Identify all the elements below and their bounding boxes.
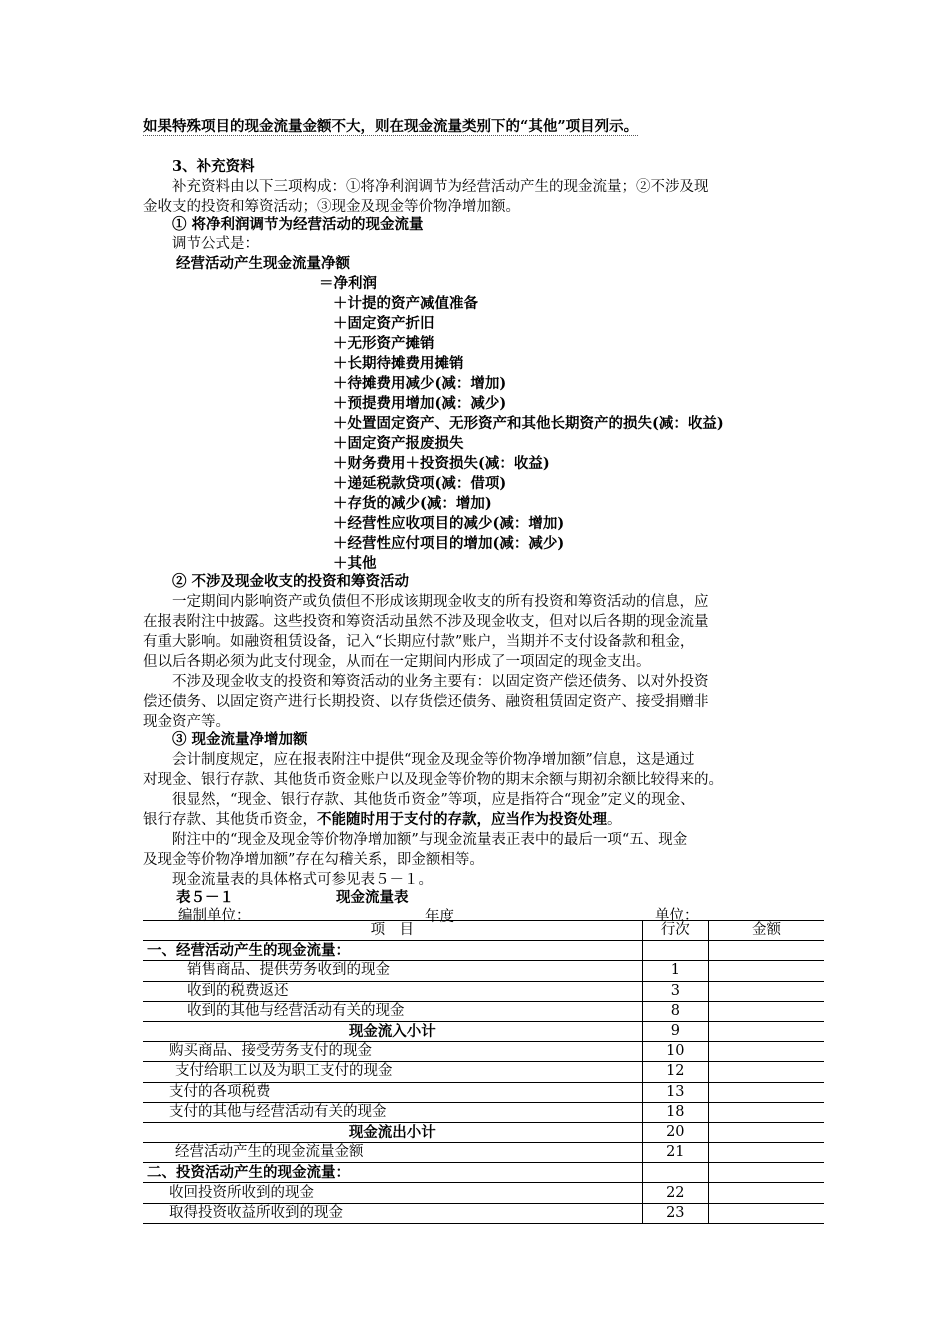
intro-line-text: 如果特殊项目的现金流量金额不大，则在现金流量类别下的“其他”项目列示。 — [143, 118, 639, 135]
formula-item: ＋处置固定资产、无形资产和其他长期资产的损失(减：收益) — [333, 415, 724, 432]
table-row — [143, 961, 824, 981]
row-line: 9 — [642, 1021, 708, 1041]
header-amount: 金额 — [708, 921, 824, 941]
row-amount — [708, 1122, 824, 1142]
sub2-title: ② 不涉及现金收支的投资和筹资活动 — [172, 573, 410, 590]
row-item: 购买商品、接受劳务支付的现金 — [143, 1042, 642, 1062]
row-amount — [708, 1163, 824, 1183]
formula-item: ＋存货的减少(减：增加) — [333, 495, 492, 512]
table-row — [143, 1082, 824, 1102]
section3-title: 3、补充资料 — [172, 158, 255, 175]
sub2-p1-line1: 一定期间内影响资产或负债但不形成该期现金收支的所有投资和筹资活动的信息，应 — [172, 594, 709, 610]
row-line: 13 — [642, 1082, 708, 1102]
formula-item: ＋其他 — [333, 555, 377, 572]
row-line — [642, 1163, 708, 1183]
sub2-p1-line3: 有重大影响。如融资租赁设备，记入“长期应付款”账户，当期并不支付设备款和租金， — [143, 634, 695, 650]
table-row — [143, 1163, 824, 1183]
row-amount — [708, 1001, 824, 1021]
row-item: 收到的其他与经营活动有关的现金 — [143, 1001, 642, 1021]
formula-item: ＋经营性应付项目的增加(减：减少) — [333, 535, 565, 552]
formula-item: ＋长期待摊费用摊销 — [333, 355, 464, 372]
row-item: 二、投资活动产生的现金流量： — [143, 1163, 642, 1183]
formula-item: ＋无形资产摊销 — [333, 335, 435, 352]
year-label: 年度 — [425, 909, 454, 925]
formula-item: ＋固定资产报废损失 — [333, 435, 464, 452]
table-row — [143, 1203, 824, 1223]
unit-label: 编制单位： — [178, 908, 251, 924]
row-item: 收到的税费返还 — [143, 981, 642, 1001]
row-amount — [708, 1102, 824, 1122]
sub3-p2-end: 。 — [607, 812, 622, 828]
row-amount — [708, 941, 824, 961]
table-row — [143, 1143, 824, 1163]
sub3-p1-line2: 对现金、银行存款、其他货币资金账户以及现金等价物的期末余额与期初余额比较得来的。 — [143, 772, 723, 788]
row-amount — [708, 1062, 824, 1082]
row-amount — [708, 1203, 824, 1223]
sub2-p1-line4: 但以后各期必须为此支付现金，从而在一定期间内形成了一项固定的现金支出。 — [143, 654, 651, 670]
currency-label: 单位： — [655, 908, 699, 924]
sub3-p2-line2 — [143, 810, 622, 830]
formula-eq: ＝净利润 — [319, 275, 377, 292]
sub3-p2-normal: 银行存款、其他货币资金， — [143, 812, 317, 828]
row-line: 1 — [642, 961, 708, 981]
formula-item: ＋计提的资产减值准备 — [333, 295, 478, 312]
table-row — [143, 1001, 824, 1021]
year-blank — [389, 906, 425, 921]
table-title: 现金流量表 — [336, 889, 409, 906]
formula-label: 调节公式是： — [172, 236, 259, 252]
row-item: 现金流出小计 — [143, 1122, 642, 1142]
row-amount — [708, 1143, 824, 1163]
formula-item: ＋待摊费用减少(减：增加) — [333, 375, 507, 392]
row-item: 取得投资收益所收到的现金 — [143, 1203, 642, 1223]
row-item: 一、经营活动产生的现金流量： — [143, 941, 642, 961]
sub2-p2-line2: 偿还债务、以固定资产进行长期投资、以存货偿还债务、融资租赁固定资产、接受捐赠非 — [143, 694, 709, 710]
row-item: 现金流入小计 — [143, 1021, 642, 1041]
row-item: 经营活动产生的现金流量金额 — [143, 1143, 642, 1163]
sub2-p1-line2: 在报表附注中披露。这些投资和筹资活动虽然不涉及现金收支，但对以后各期的现金流量 — [143, 614, 709, 630]
table-row — [143, 1062, 824, 1082]
row-item: 收回投资所收到的现金 — [143, 1183, 642, 1203]
table-row — [143, 981, 824, 1001]
sub3-title: ③ 现金流量净增加额 — [172, 731, 308, 748]
formula-head: 经营活动产生现金流量净额 — [176, 255, 350, 272]
row-line: 10 — [642, 1042, 708, 1062]
formula-item: ＋递延税款贷项(减：借项) — [333, 475, 507, 492]
row-amount — [708, 981, 824, 1001]
row-amount — [708, 1183, 824, 1203]
row-line: 20 — [642, 1122, 708, 1142]
cash-flow-table — [143, 920, 824, 1224]
table-number: 表５－１ — [176, 889, 234, 906]
row-item: 支付给职工以及为职工支付的现金 — [143, 1062, 642, 1082]
intro-line — [143, 117, 638, 137]
row-line — [642, 941, 708, 961]
sub1-title: ① 将净利润调节为经营活动的现金流量 — [172, 216, 424, 233]
sub3-p3-line2: 及现金等价物净增加额”存在勾稽关系，即金额相等。 — [143, 852, 484, 868]
row-line: 23 — [642, 1203, 708, 1223]
header-line: 行次 — [642, 921, 708, 941]
table-row — [143, 1042, 824, 1062]
sub3-p4: 现金流量表的具体格式可参见表５－１。 — [172, 872, 433, 888]
table-header-row — [143, 921, 824, 941]
formula-item: ＋经营性应收项目的减少(减：增加) — [333, 515, 565, 532]
header-item: 项 目 — [143, 921, 642, 941]
table-row — [143, 1183, 824, 1203]
row-amount — [708, 1082, 824, 1102]
sub2-p2-line1: 不涉及现金收支的投资和筹资活动的业务主要有：以固定资产偿还债务、以对外投资 — [172, 674, 709, 690]
table-row — [143, 1021, 824, 1041]
row-amount — [708, 1042, 824, 1062]
row-line: 21 — [642, 1143, 708, 1163]
sub3-p2-bold: 不能随时用于支付的存款，应当作为投资处理 — [317, 811, 607, 828]
table-row — [143, 1102, 824, 1122]
section3-p1-line2: 金收支的投资和筹资活动；③现金及现金等价物净增加额。 — [143, 199, 520, 215]
section3-p1-line1: 补充资料由以下三项构成：①将净利润调节为经营活动产生的现金流量；②不涉及现 — [172, 179, 709, 195]
sub2-p2-line3: 现金资产等。 — [143, 714, 230, 730]
row-amount — [708, 1021, 824, 1041]
table-row — [143, 1122, 824, 1142]
formula-item: ＋预提费用增加(减：减少) — [333, 395, 507, 412]
sub3-p1-line1: 会计制度规定，应在报表附注中提供“现金及现金等价物净增加额”信息，这是通过 — [172, 752, 695, 768]
row-line: 22 — [642, 1183, 708, 1203]
row-item: 支付的各项税费 — [143, 1082, 642, 1102]
row-line: 8 — [642, 1001, 708, 1021]
row-line: 12 — [642, 1062, 708, 1082]
table-row — [143, 941, 824, 961]
formula-item: ＋财务费用＋投资损失(减：收益) — [333, 455, 550, 472]
row-item: 销售商品、提供劳务收到的现金 — [143, 961, 642, 981]
formula-item: ＋固定资产折旧 — [333, 315, 435, 332]
row-line: 18 — [642, 1102, 708, 1122]
row-line: 3 — [642, 981, 708, 1001]
row-item: 支付的其他与经营活动有关的现金 — [143, 1102, 642, 1122]
sub3-p3-line1: 附注中的“现金及现金等价物净增加额”与现金流量表正表中的最后一项“五、现金 — [172, 832, 688, 848]
row-amount — [708, 961, 824, 981]
sub3-p2-line1: 很显然，“现金、银行存款、其他货币资金”等项，应是指符合“现金”定义的现金、 — [172, 792, 695, 808]
